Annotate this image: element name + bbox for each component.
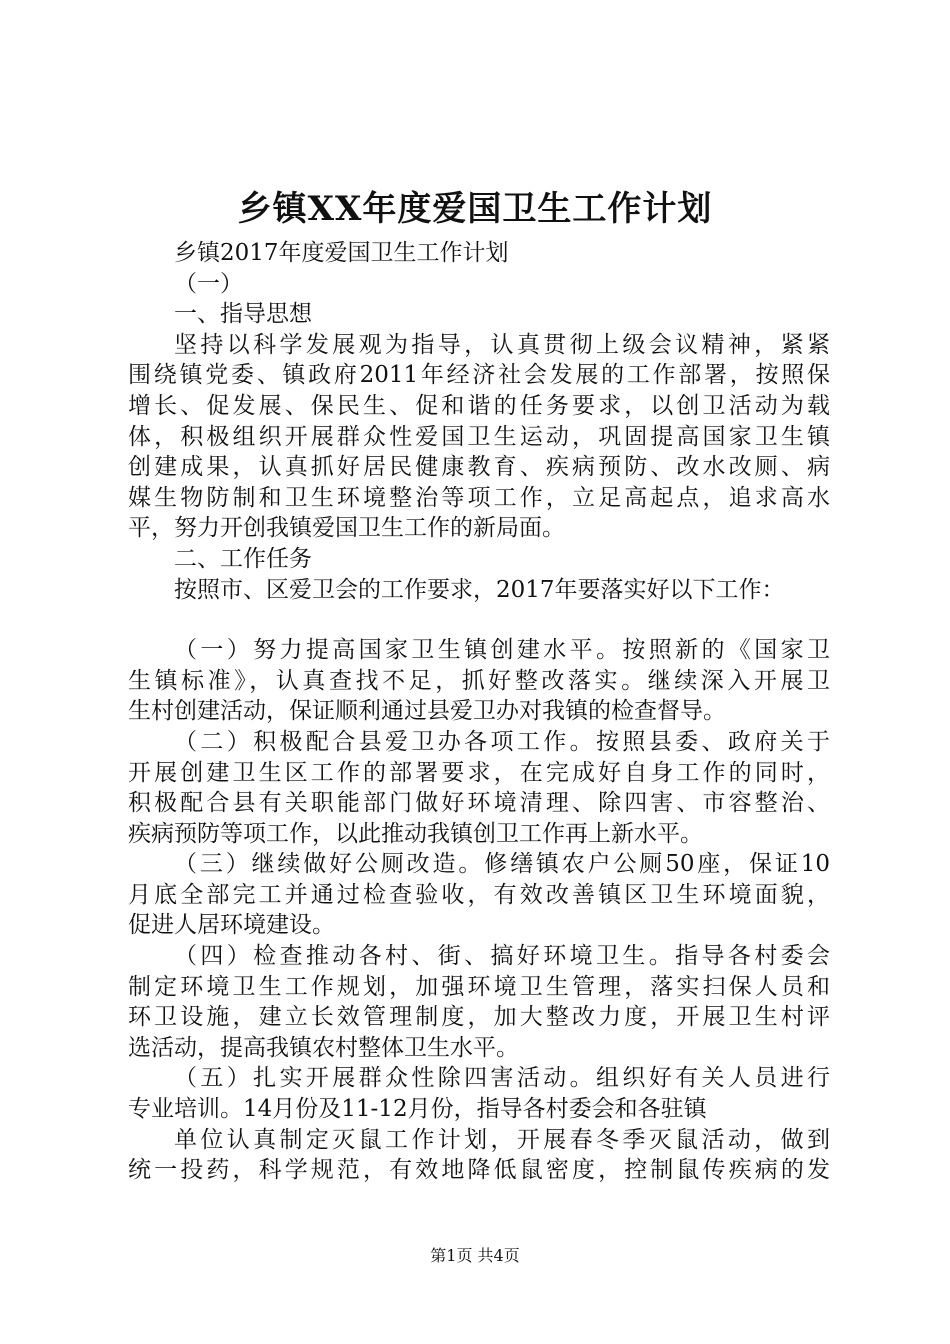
text-line: 生村创建活动，保证顺利通过县爱卫办对我镇的检查督导。 [128,698,726,725]
text-line: （一） [174,270,243,297]
text-line: 制定环境卫生工作规划，加强环境卫生管理，落实扫保人员和 [128,973,830,1000]
text-line: 平，努力开创我镇爱国卫生工作的新局面。 [128,515,565,542]
document-title: 乡镇XX年度爱国卫生工作计划 [237,189,713,229]
text-line: 月底全部完工并通过检查验收，有效改善镇区卫生环境面貌， [128,881,830,908]
text-line: （一）努力提高国家卫生镇创建水平。按照新的《国家卫 [174,637,830,664]
text-line: 生镇标准》，认真查找不足，抓好整改落实。继续深入开展卫 [128,667,830,694]
text-line: 积极配合县有关职能部门做好环境清理、除四害、市容整治、 [128,790,830,817]
text-line: 疾病预防等项工作，以此推动我镇创卫工作再上新水平。 [128,820,703,847]
text-line: 环卫设施，建立长效管理制度，加大整改力度，开展卫生村评 [128,1004,830,1031]
text-line: 乡镇2017年度爱国卫生工作计划 [174,240,509,266]
text-line: 坚持以科学发展观为指导，认真贯彻上级会议精神，紧紧 [174,331,830,358]
text-line: （二）积极配合县爱卫办各项工作。按照县委、政府关于 [174,728,830,755]
text-line: （三）继续做好公厕改造。修缮镇农户公厕50座，保证10 [174,851,830,878]
text-line: 体，积极组织开展群众性爱国卫生运动，巩固提高国家卫生镇 [128,423,830,450]
text-line: 单位认真制定灭鼠工作计划，开展春冬季灭鼠活动，做到 [174,1126,830,1153]
text-line: 按照市、区爱卫会的工作要求，2017年要落实好以下工作： [174,576,785,603]
text-line: 专业培训。14月份及11-12月份，指导各村委会和各驻镇 [128,1096,707,1123]
page-footer: 第1页 共4页 [430,1246,520,1265]
text-line: （四）检查推动各村、街、搞好环境卫生。指导各村委会 [174,943,830,970]
text-line: 开展创建卫生区工作的部署要求，在完成好自身工作的同时， [128,759,830,786]
text-line: 媒生物防制和卫生环境整治等项工作，立足高起点，追求高水 [128,484,830,511]
text-line: 增长、促发展、保民生、促和谐的任务要求，以创卫活动为载 [128,392,830,419]
text-line: 选活动，提高我镇农村整体卫生水平。 [128,1034,519,1061]
text-line: （五）扎实开展群众性除四害活动。组织好有关人员进行 [174,1065,830,1092]
text-line: 二、工作任务 [174,545,312,572]
document-body [128,238,830,1186]
text-line: 促进人居环境建设。 [128,912,335,939]
blank-line [128,605,830,635]
text-line: 创建成果，认真抓好居民健康教育、疾病预防、改水改厕、病 [128,454,830,481]
text-line: 围绕镇党委、镇政府2011年经济社会发展的工作部署，按照保 [128,362,830,389]
text-line: 一、指导思想 [174,301,312,328]
text-line: 统一投药，科学规范，有效地降低鼠密度，控制鼠传疾病的发 [128,1157,830,1184]
